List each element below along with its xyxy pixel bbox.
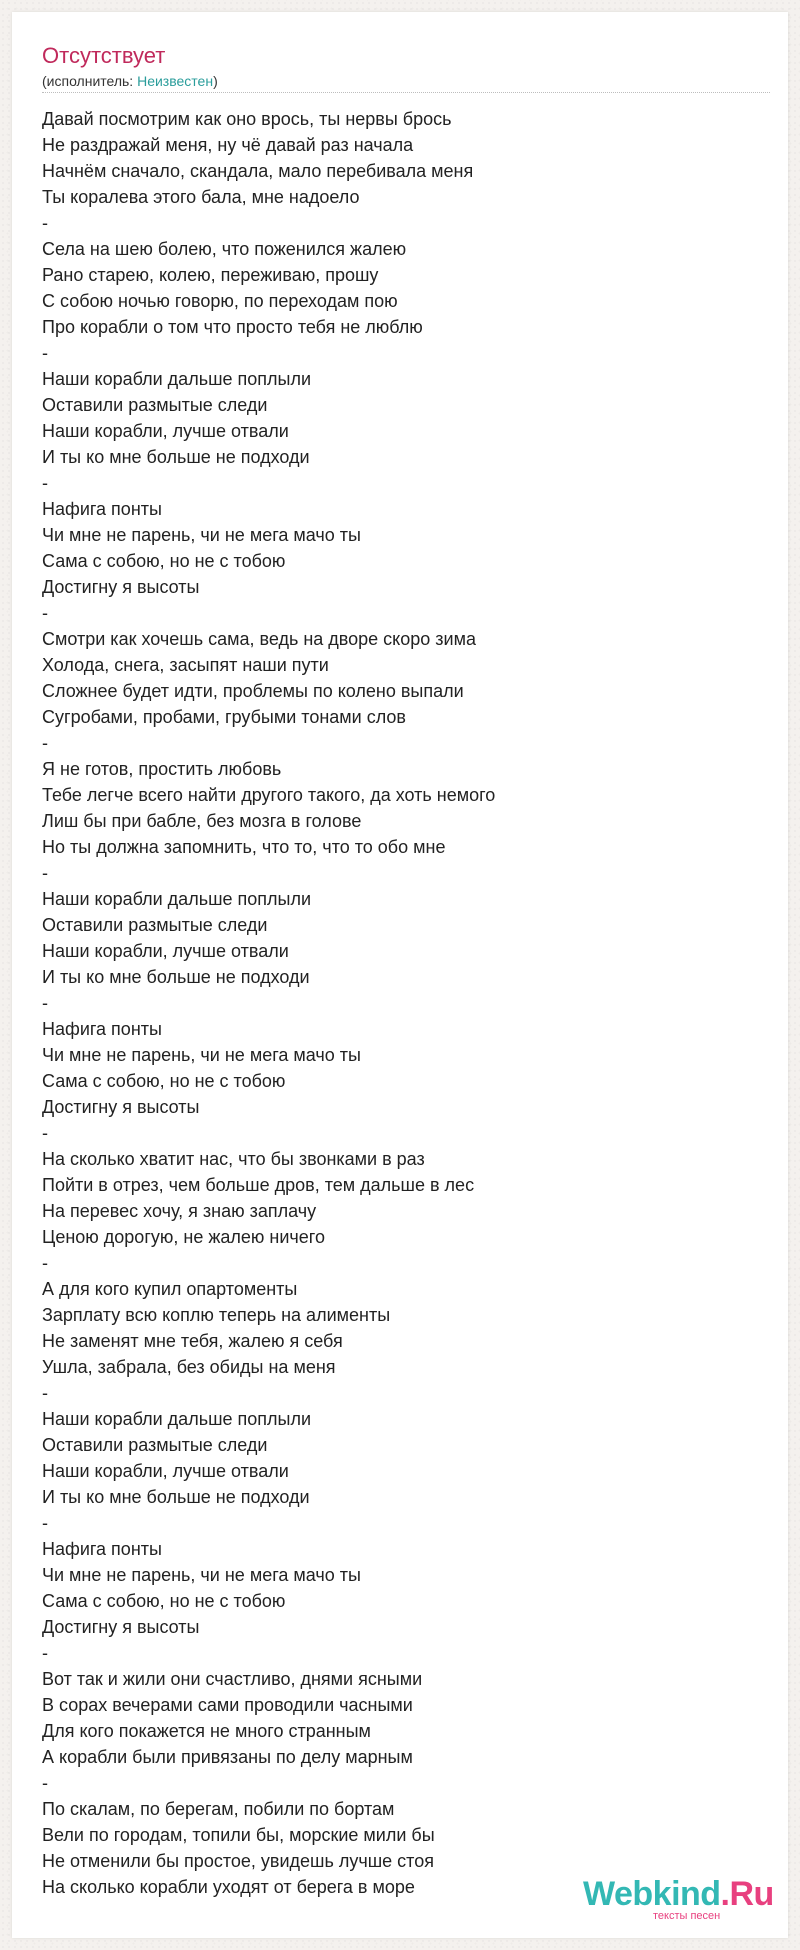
lyric-line: Тебе легче всего найти другого такого, да хоть немого [42,785,496,805]
lyric-line: Для кого покажется не много странным [42,1721,371,1741]
lyric-line: Вот так и жили они счастливо, днями ясными [42,1669,423,1689]
lyric-line: Давай посмотрим как оно врось, ты нервы брось [42,109,452,129]
logo-tagline: тексты песен [653,1910,721,1922]
lyric-line: Чи мне не парень, чи не мега мачо ты [42,525,361,545]
lyric-line: На сколько корабли уходят от берега в море [42,1877,415,1897]
performer-link[interactable]: Неизвестен [137,73,214,89]
lyric-line: Я не готов, простить любовь [42,759,282,779]
lyric-line: Села на шею болею, что поженился жалею [42,239,407,259]
lyric-line: С собою ночью говорю, по переходам пою [42,291,398,311]
lyric-line: По скалам, по берегам, побили по бортам [42,1799,395,1819]
lyric-line: Вели по городам, топили бы, морские мили бы [42,1825,435,1845]
lyrics-card [12,12,788,1938]
lyric-line: Не заменят мне тебя, жалею я себя [42,1331,343,1351]
lyric-line: Сугробами, пробами, грубыми тонами слов [42,707,406,727]
lyric-line: На сколько хватит нас, что бы звонками в раз [42,1149,425,1169]
lyric-line: Наши корабли, лучше отвали [42,941,289,961]
lyric-line: И ты ко мне больше не подходи [42,1487,310,1507]
verse-separator: - [42,603,48,623]
lyric-line: Холода, снега, засыпят наши пути [42,655,329,675]
lyric-line: Чи мне не парень, чи не мега мачо ты [42,1565,361,1585]
lyric-line: Начнём сначало, скандала, мало перебивала меня [42,161,474,181]
lyric-line: Ушла, забрала, без обиды на меня [42,1357,336,1377]
lyric-line: Чи мне не парень, чи не мега мачо ты [42,1045,361,1065]
verse-separator: - [42,1253,48,1273]
lyric-line: А корабли были привязаны по делу марным [42,1747,413,1767]
lyric-line: Оставили размытые следи [42,395,268,415]
verse-separator: - [42,1773,48,1793]
lyric-line: Оставили размытые следи [42,915,268,935]
lyric-line: Не раздражай меня, ну чё давай раз начала [42,135,414,155]
lyric-line: Рано старею, колею, переживаю, прошу [42,265,379,285]
lyric-line: Нафига понты [42,499,162,519]
lyric-line: Сложнее будет идти, проблемы по колено выпали [42,681,464,701]
lyric-line: Наши корабли дальше поплыли [42,889,312,909]
verse-separator: - [42,993,48,1013]
verse-separator: - [42,213,48,233]
lyric-line: Лиш бы при бабле, без мозга в голове [42,811,362,831]
lyric-line: Нафига понты [42,1539,162,1559]
lyric-line: На перевес хочу, я знаю заплачу [42,1201,317,1221]
lyrics-text [42,106,762,1900]
lyric-line: Оставили размытые следи [42,1435,268,1455]
lyric-line: Смотри как хочешь сама, ведь на дворе скоро зима [42,629,476,649]
lyric-line: Не отменили бы простое, увидешь лучше стоя [42,1851,434,1871]
lyric-line: Сама с собою, но не с тобою [42,1071,286,1091]
lyric-line: Достигну я высоты [42,1617,200,1637]
lyric-line: И ты ко мне больше не подходи [42,447,310,467]
lyric-line: А для кого купил опартоменты [42,1279,298,1299]
lyric-line: Наши корабли дальше поплыли [42,1409,312,1429]
title-divider [42,92,770,93]
lyric-line: Достигну я высоты [42,1097,200,1117]
lyric-line: В сорах вечерами сами проводили часными [42,1695,413,1715]
lyric-line: Достигну я высоты [42,577,200,597]
site-logo[interactable] [583,1874,783,1924]
lyric-line: Нафига понты [42,1019,162,1039]
verse-separator: - [42,1513,48,1533]
verse-separator: - [42,1123,48,1143]
lyric-line: Сама с собою, но не с тобою [42,551,286,571]
lyric-line: Наши корабли, лучше отвали [42,1461,289,1481]
verse-separator: - [42,733,48,753]
lyric-line: Пойти в отрез, чем больше дров, тем дальше в лес [42,1175,475,1195]
song-title: Отсутствует [42,43,166,68]
verse-separator: - [42,1383,48,1403]
lyric-line: Но ты должна запомнить, что то, что то обо мне [42,837,446,857]
lyric-line: Ты коралева этого бала, мне надоело [42,187,360,207]
logo-wordmark [583,1874,774,1914]
lyric-line: И ты ко мне больше не подходи [42,967,310,987]
performer-label: (исполнитель: [42,73,138,89]
verse-separator: - [42,1643,48,1663]
lyric-line: Сама с собою, но не с тобою [42,1591,286,1611]
verse-separator: - [42,863,48,883]
lyric-line: Ценою дорогую, не жалею ничего [42,1227,325,1247]
performer-close: ) [213,73,218,89]
logo-name: Webkind [583,1875,721,1913]
lyric-line: Наши корабли дальше поплыли [42,369,312,389]
lyric-line: Про корабли о том что просто тебя не люблю [42,317,423,337]
verse-separator: - [42,473,48,493]
lyric-line: Наши корабли, лучше отвали [42,421,289,441]
verse-separator: - [42,343,48,363]
logo-tld: .Ru [720,1875,774,1913]
performer-line [42,72,218,90]
lyric-line: Зарплату всю коплю теперь на алименты [42,1305,391,1325]
